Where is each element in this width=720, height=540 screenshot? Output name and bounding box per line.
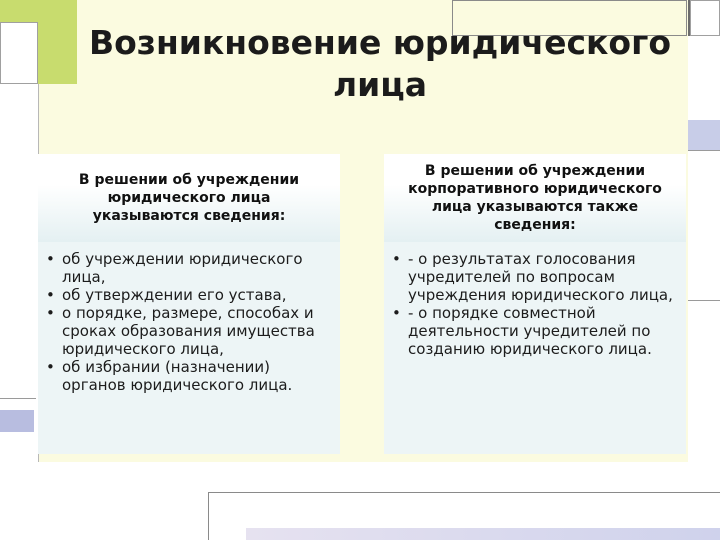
decor-blue-square (0, 410, 34, 432)
list-item (46, 358, 330, 394)
bullet-icon: • (392, 304, 401, 322)
list-item-text: о порядке, размере, способах и сроках образования имущества юридического лица, (62, 304, 315, 358)
decor-line (688, 300, 720, 301)
list-item-text: об учреждении юридического лица, (62, 250, 303, 286)
bullet-icon: • (46, 250, 55, 268)
decor-white-box (0, 22, 38, 84)
list-item (46, 286, 330, 304)
list-item-text: - о результатах голосования учредителей по вопросам учреждения юридического лица, (408, 250, 673, 304)
decor-small-box (690, 0, 720, 36)
slide-title (80, 22, 680, 112)
right-bullet-list (384, 242, 686, 358)
decor-blue-block (688, 120, 720, 150)
list-item (46, 304, 330, 358)
left-column-header (38, 154, 340, 242)
bullet-icon: • (46, 358, 55, 376)
slide-title-line2: лица (332, 65, 428, 104)
right-column-body (384, 242, 686, 454)
left-column-body (38, 242, 340, 454)
list-item-text: об утверждении его устава, (62, 286, 287, 304)
bullet-icon: • (46, 304, 55, 322)
decor-bottom-gradient (246, 528, 720, 540)
right-column-header-text: В решении об учреждении корпоративного юридического лица указываются также сведения: (408, 163, 662, 233)
right-column-header (384, 154, 686, 242)
bullet-icon: • (46, 286, 55, 304)
decor-green-bar (0, 0, 77, 22)
left-bullet-list (38, 242, 340, 394)
list-item-text: об избрании (назначении) органов юридического лица. (62, 358, 293, 394)
decor-line (688, 150, 720, 151)
list-item-text: - о порядке совместной деятельности учредителей по созданию юридического лица. (408, 304, 652, 358)
decor-green-block (38, 22, 77, 84)
slide-title-line1: Возникновение юридического (88, 23, 672, 62)
list-item (46, 250, 330, 286)
list-item (392, 304, 676, 358)
decor-line (0, 398, 36, 399)
list-item (392, 250, 676, 304)
left-column-header-text: В решении об учреждении юридического лица указываются сведения: (78, 172, 300, 224)
bullet-icon: • (392, 250, 401, 268)
